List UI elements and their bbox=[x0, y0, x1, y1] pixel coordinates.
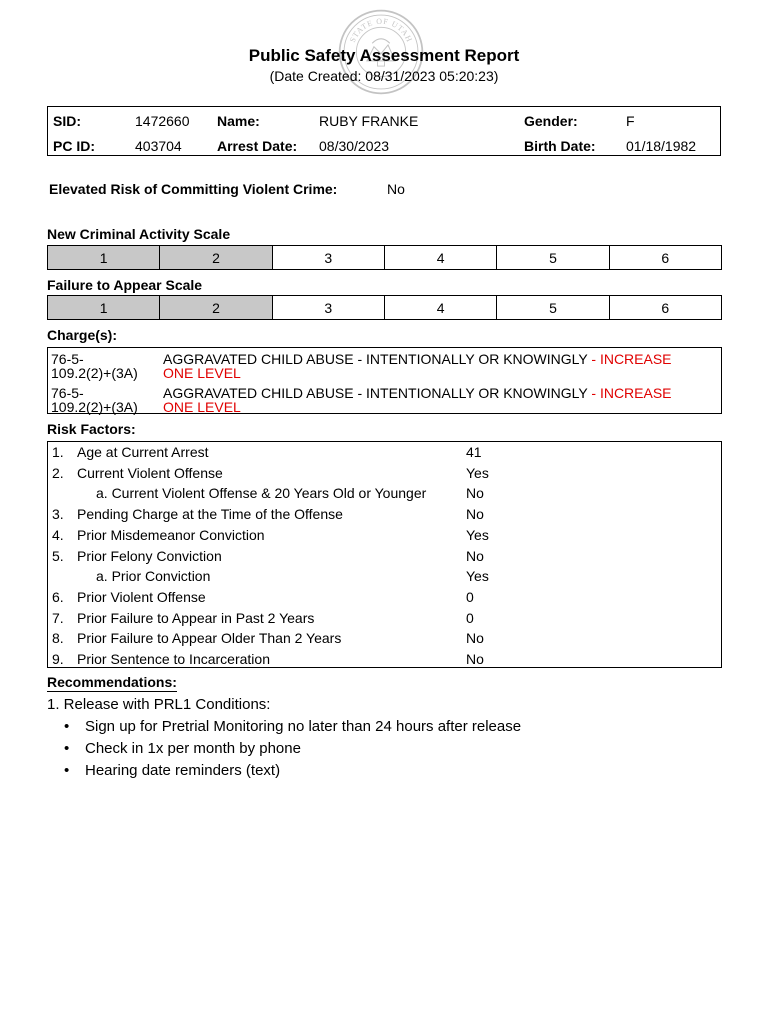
charge-code-line: 76-5- bbox=[51, 385, 84, 401]
nca-scale bbox=[47, 245, 722, 270]
recommendations-label: Recommendations: bbox=[47, 674, 177, 690]
risk-factor-label: Prior Violent Offense bbox=[77, 589, 206, 605]
fta-scale-level: 1 bbox=[48, 296, 160, 319]
risk-factor-label: Prior Misdemeanor Conviction bbox=[77, 527, 265, 543]
charge-code-line: 109.2(2)+(3A) bbox=[51, 399, 138, 415]
fta-scale-level: 4 bbox=[385, 296, 497, 319]
risk-factor-row bbox=[48, 649, 721, 669]
nca-scale-level: 6 bbox=[661, 250, 670, 266]
risk-factor-row bbox=[48, 608, 721, 628]
charge-code bbox=[51, 386, 161, 414]
nca-scale-level: 5 bbox=[497, 246, 609, 269]
risk-factor-value: No bbox=[466, 651, 484, 667]
recommendation-text: Check in 1x per month by phone bbox=[85, 740, 301, 757]
nca-scale-level: 2 bbox=[160, 246, 272, 269]
name-label: Name: bbox=[217, 113, 260, 129]
risk-factor-value: Yes bbox=[466, 465, 489, 481]
charge-code-line: 76-5- bbox=[51, 351, 84, 367]
fta-scale-level: 2 bbox=[160, 296, 272, 319]
risk-factor-label: Prior Failure to Appear in Past 2 Years bbox=[77, 610, 315, 626]
charge-enhancement: - INCREASE bbox=[587, 351, 672, 367]
charge-enhancement: ONE LEVEL bbox=[163, 399, 241, 415]
gender-value: F bbox=[626, 113, 635, 129]
charge-enhancement: ONE LEVEL bbox=[163, 365, 241, 381]
nca-scale-level: 1 bbox=[48, 246, 160, 269]
elevated-risk-value: No bbox=[387, 181, 405, 197]
birth-date-label: Birth Date: bbox=[524, 138, 596, 154]
risk-factor-number: 2. bbox=[52, 465, 64, 481]
risk-factor-value: No bbox=[466, 485, 484, 501]
bullet-icon: • bbox=[64, 718, 70, 735]
risk-factor-number: 9. bbox=[52, 651, 64, 667]
risk-factor-label: Prior Failure to Appear Older Than 2 Years bbox=[77, 630, 342, 646]
gender-label: Gender: bbox=[524, 113, 578, 129]
nca-scale-level: 3 bbox=[273, 246, 385, 269]
charge-enhancement: - INCREASE bbox=[587, 385, 672, 401]
sid-value: 1472660 bbox=[135, 113, 190, 129]
risk-factor-value: 0 bbox=[466, 589, 474, 605]
date-created: (Date Created: 08/31/2023 05:20:23) bbox=[269, 68, 499, 84]
arrest-date-value: 08/30/2023 bbox=[319, 138, 390, 154]
risk-factor-value: No bbox=[466, 630, 484, 646]
risk-factor-row bbox=[48, 504, 721, 524]
defendant-info-box bbox=[47, 106, 721, 156]
risk-factor-label: Current Violent Offense bbox=[77, 465, 223, 481]
risk-factor-row bbox=[48, 463, 721, 483]
fta-scale-level: 3 bbox=[273, 296, 385, 319]
sid-label: SID: bbox=[53, 113, 81, 129]
risk-factor-row bbox=[48, 525, 721, 545]
risk-factor-label: Age at Current Arrest bbox=[77, 444, 209, 460]
recommendation-item bbox=[64, 740, 301, 757]
risk-factor-value: No bbox=[466, 548, 484, 564]
risk-factor-number: 4. bbox=[52, 527, 64, 543]
risk-factor-number: 1. bbox=[52, 444, 64, 460]
bullet-icon: • bbox=[64, 762, 70, 779]
bullet-icon: • bbox=[64, 740, 70, 757]
report-title: Public Safety Assessment Report bbox=[248, 46, 520, 65]
risk-factor-label: Pending Charge at the Time of the Offense bbox=[77, 506, 343, 522]
risk-factors-label: Risk Factors: bbox=[47, 421, 136, 437]
birth-date-value: 01/18/1982 bbox=[626, 138, 697, 154]
charges-label: Charge(s): bbox=[47, 327, 118, 343]
recommendation-item bbox=[64, 762, 280, 779]
risk-factor-number: 5. bbox=[52, 548, 64, 564]
risk-factor-value: Yes bbox=[466, 568, 489, 584]
risk-factor-number: 6. bbox=[52, 589, 64, 605]
recommendation-item bbox=[64, 718, 521, 735]
risk-factor-row bbox=[48, 546, 721, 566]
seal-text: STATE OF UTAH bbox=[347, 16, 415, 44]
charge-code bbox=[51, 352, 161, 380]
fta-scale-level: 5 bbox=[497, 296, 609, 319]
risk-factor-number: 7. bbox=[52, 610, 64, 626]
charge-code-line: 109.2(2)+(3A) bbox=[51, 365, 138, 381]
risk-factor-label: a. Current Violent Offense & 20 Years Old or Younger bbox=[96, 485, 427, 501]
charge-description bbox=[163, 352, 713, 380]
nca-scale-level: 4 bbox=[385, 246, 497, 269]
risk-factor-label: Prior Felony Conviction bbox=[77, 548, 222, 564]
fta-scale-level: 6 bbox=[661, 300, 670, 316]
risk-factor-row bbox=[48, 566, 721, 586]
name-value: RUBY FRANKE bbox=[319, 113, 419, 129]
charges-box bbox=[47, 347, 722, 414]
pcid-label: PC ID: bbox=[53, 138, 95, 154]
risk-factor-value: No bbox=[466, 506, 484, 522]
risk-factor-row bbox=[48, 628, 721, 648]
risk-factor-label: a. Prior Conviction bbox=[96, 568, 211, 584]
risk-factors-box bbox=[47, 441, 722, 668]
recommendation-text: Sign up for Pretrial Monitoring no later than 24 hours after release bbox=[85, 718, 522, 735]
svg-text:STATE OF UTAH bbox=[348, 17, 414, 44]
charge-description bbox=[163, 386, 713, 414]
recommendation-title: 1. Release with PRL1 Conditions: bbox=[47, 696, 271, 713]
charge-offense: AGGRAVATED CHILD ABUSE - INTENTIONALLY OR KNOWINGLY bbox=[163, 351, 588, 367]
nca-scale-label: New Criminal Activity Scale bbox=[47, 226, 231, 242]
charge-offense: AGGRAVATED CHILD ABUSE - INTENTIONALLY OR KNOWINGLY bbox=[163, 385, 588, 401]
fta-scale-label: Failure to Appear Scale bbox=[47, 277, 203, 293]
recommendation-text: Hearing date reminders (text) bbox=[85, 762, 281, 779]
risk-factor-row bbox=[48, 483, 721, 503]
risk-factor-number: 3. bbox=[52, 506, 64, 522]
arrest-date-label: Arrest Date: bbox=[217, 138, 298, 154]
risk-factor-row bbox=[48, 442, 721, 462]
elevated-risk-label: Elevated Risk of Committing Violent Crime: bbox=[49, 181, 338, 197]
fta-scale bbox=[47, 295, 722, 320]
risk-factor-label: Prior Sentence to Incarceration bbox=[77, 651, 270, 667]
risk-factor-value: Yes bbox=[466, 527, 489, 543]
risk-factor-value: 41 bbox=[466, 444, 482, 460]
risk-factor-number: 8. bbox=[52, 630, 64, 646]
pcid-value: 403704 bbox=[135, 138, 182, 154]
risk-factor-value: 0 bbox=[466, 610, 474, 626]
risk-factor-row bbox=[48, 587, 721, 607]
